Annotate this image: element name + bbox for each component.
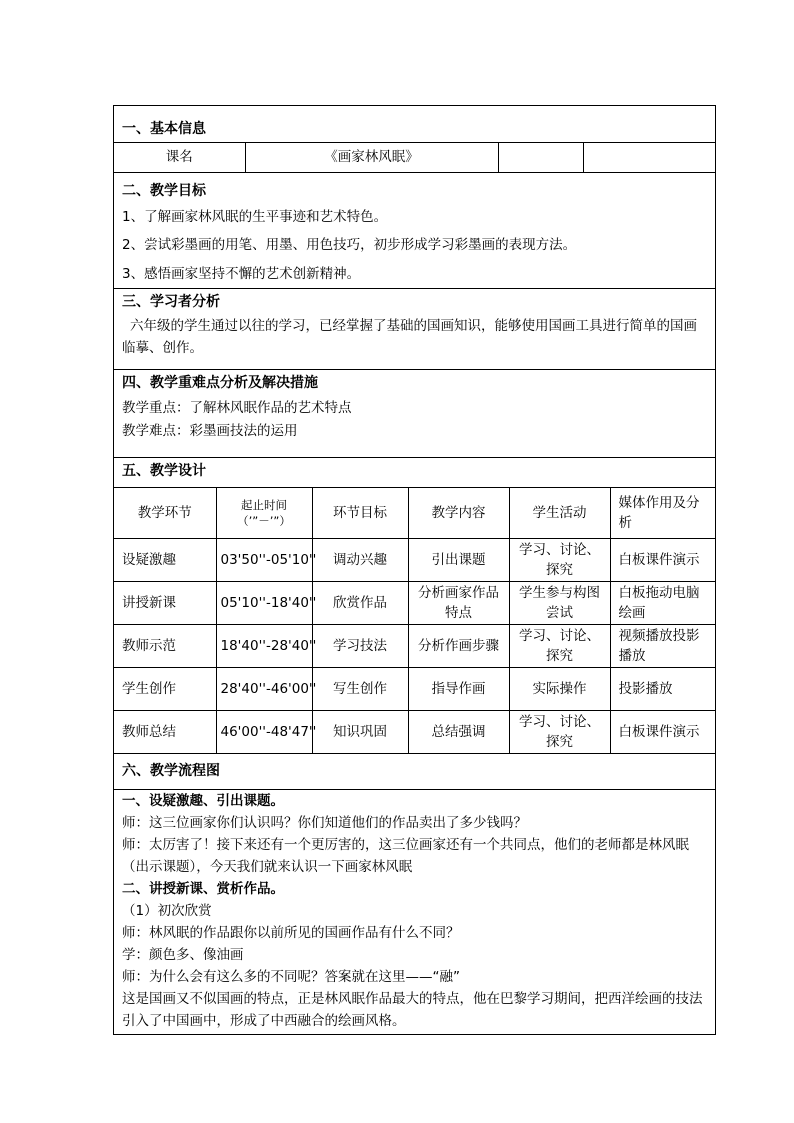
goal-item: 1、了解画家林风眠的生平事迹和艺术特色。 — [122, 209, 388, 225]
table-cell: 学习技法 — [312, 625, 408, 668]
header-cell: 学生活动 — [509, 488, 610, 539]
design-table — [114, 487, 715, 754]
table-cell: 实际操作 — [509, 668, 610, 711]
header-cell: 媒体作用及分析 — [610, 488, 715, 539]
section-goals — [114, 173, 715, 289]
flow-line: 师：林风眠的作品跟你以前所见的国画作品有什么不同？ — [122, 925, 460, 941]
table-cell: 写生创作 — [312, 668, 408, 711]
flow-line: 这是国画又不似国画的特点，正是林风眠作品最大的特点，他在巴黎学习期间，把西洋绘画的技法引入了中国画中，形成了中西融合的绘画风格。 — [122, 991, 703, 1029]
header-cell: 教学环节 — [114, 488, 216, 539]
table-cell: 教师总结 — [114, 711, 216, 754]
table-cell: 讲授新课 — [114, 582, 216, 625]
design-header-row — [114, 488, 715, 539]
course-info-table — [114, 142, 715, 173]
table-cell: 教师示范 — [114, 625, 216, 668]
section-flow-title-row — [114, 754, 715, 790]
section-basic-info — [114, 106, 715, 143]
section-basic-title: 一、基本信息 — [122, 121, 206, 137]
flow-line: 学：颜色多、像油画 — [122, 947, 244, 963]
flow-line: 二、讲授新课、赏析作品。 — [122, 881, 284, 897]
table-cell: 知识巩固 — [312, 711, 408, 754]
empty-cell — [498, 142, 583, 173]
table-cell: 03'50''-05'10'' — [216, 539, 312, 582]
table-cell: 视频播放投影播放 — [610, 625, 715, 668]
table-cell: 总结强调 — [408, 711, 509, 754]
table-cell: 分析画家作品特点 — [408, 582, 509, 625]
course-value: 《画家林风眠》 — [245, 142, 498, 173]
header-cell: 起止时间（’”－’”） — [216, 488, 312, 539]
key-focus: 教学重点：了解林风眠作品的艺术特点 — [122, 400, 352, 416]
header-cell: 教学内容 — [408, 488, 509, 539]
section-key-points — [114, 370, 715, 458]
table-cell: 欣赏作品 — [312, 582, 408, 625]
section-learners — [114, 289, 715, 370]
table-cell: 投影播放 — [610, 668, 715, 711]
flow-line: 师：为什么会有这么多的不同呢？答案就在这里——“融” — [122, 969, 460, 985]
table-cell: 调动兴趣 — [312, 539, 408, 582]
table-cell: 18'40''-28'40'' — [216, 625, 312, 668]
flow-line: 一、设疑激趣、引出课题。 — [122, 793, 284, 809]
table-cell: 白板课件演示 — [610, 539, 715, 582]
flow-line: 师：太厉害了！接下来还有一个更厉害的，这三位画家还有一个共同点，他们的老师都是林风眠（出示课题），今天我们就来认识一下画家林风眠 — [122, 837, 689, 875]
table-cell: 学习、讨论、探究 — [509, 625, 610, 668]
table-cell: 分析作画步骤 — [408, 625, 509, 668]
flow-line: （1）初次欣赏 — [122, 903, 212, 919]
course-label: 课名 — [114, 142, 245, 173]
table-cell: 学生参与构图尝试 — [509, 582, 610, 625]
table-cell: 白板课件演示 — [610, 711, 715, 754]
section-goals-title: 二、教学目标 — [122, 183, 206, 199]
section-design-title: 五、教学设计 — [122, 463, 206, 479]
key-difficulty: 教学难点：彩墨画技法的运用 — [122, 423, 298, 439]
table-row — [114, 711, 715, 754]
table-cell: 05'10''-18'40'' — [216, 582, 312, 625]
empty-cell — [583, 142, 715, 173]
section-key-points-title: 四、教学重难点分析及解决措施 — [122, 375, 318, 391]
table-cell: 设疑激趣 — [114, 539, 216, 582]
table-cell: 28'40''-46'00'' — [216, 668, 312, 711]
section-design — [114, 458, 715, 754]
table-cell: 46'00''-48'47'' — [216, 711, 312, 754]
lesson-plan-page — [113, 105, 716, 1035]
goal-item: 3、感悟画家坚持不懈的艺术创新精神。 — [122, 266, 361, 282]
table-cell: 指导作画 — [408, 668, 509, 711]
table-cell: 学生创作 — [114, 668, 216, 711]
table-row — [114, 539, 715, 582]
table-cell: 学习、讨论、探究 — [509, 539, 610, 582]
table-row — [114, 625, 715, 668]
header-cell: 环节目标 — [312, 488, 408, 539]
section-flow — [114, 790, 715, 1034]
goal-item: 2、尝试彩墨画的用笔、用墨、用色技巧，初步形成学习彩墨画的表现方法。 — [122, 237, 577, 253]
section-flow-title: 六、教学流程图 — [122, 763, 220, 779]
section-learners-title: 三、学习者分析 — [122, 294, 220, 310]
table-cell: 学习、讨论、探究 — [509, 711, 610, 754]
table-cell: 引出课题 — [408, 539, 509, 582]
lesson-plan-table — [113, 105, 716, 1035]
learners-text: 六年级的学生通过以往的学习，已经掌握了基础的国画知识，能够使用国画工具进行简单的国画临摹、创作。 — [122, 318, 697, 356]
table-row — [114, 582, 715, 625]
table-cell: 白板拖动电脑绘画 — [610, 582, 715, 625]
flow-line: 师：这三位画家你们认识吗？你们知道他们的作品卖出了多少钱吗？ — [122, 815, 527, 831]
table-row — [114, 668, 715, 711]
